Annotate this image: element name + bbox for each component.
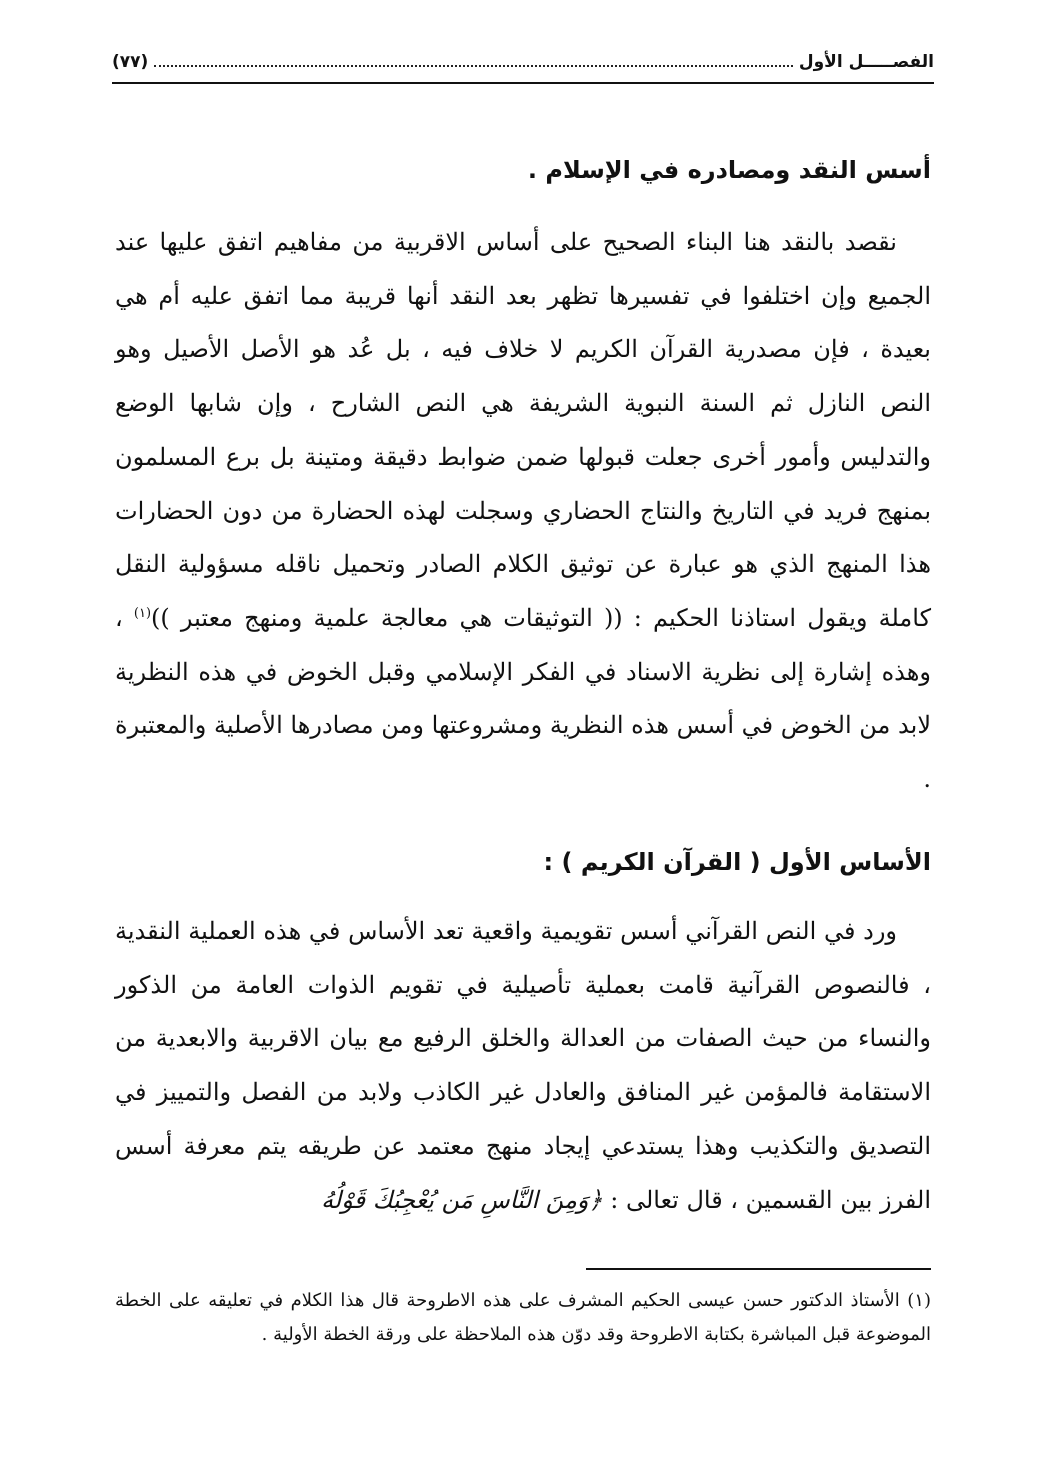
running-header — [112, 44, 934, 80]
header-rule — [112, 82, 934, 84]
page-number: (٧٧) — [112, 52, 149, 72]
footnote-1: (١) الأستاذ الدكتور حسن عيسى الحكيم المشرف على هذه الاطروحة قال هذا الكلام في تعليقه على الخطة الموضوعة قبل المباشرة بكتابة الاطروحة وقد دوّن هذه الملاحظة على ورقة الخطة الأولية . — [115, 1290, 931, 1345]
footnote-reference[interactable]: (١) — [133, 605, 152, 621]
body-paragraph-2 — [115, 905, 931, 1227]
paragraph-1-text: نقصد بالنقد هنا البناء الصحيح على أساس الاقربية من مفاهيم اتفق عليها عند الجميع وإن اختلفوا في تفسيرها تظهر بعد النقد أنها قريبة مما اتفق عليه أم هي بعيدة ، فإن مصدرية القرآن الكريم لا خلاف فيه ، بل عُد هو الأصل الأصيل وهو النص النازل ثم السنة النبوية الشريفة هي النص الشارح ، وإن شابها الوضع والتدليس وأمور أخرى جعلت قبولها ضمن ضوابط دقيقة ومتينة بل برع المسلمون بمنهج فريد في التاريخ والنتاج الحضاري وسجلت لهذه الحضارة من دون الحضارات هذا المنهج الذي هو عبارة عن توثيق الكلام الصادر وتحميل ناقله مسؤولية النقل كاملة ويقول استاذنا الحكيم : (( التوثيقات هي معالجة علمية ومنهج معتبر )) — [115, 228, 931, 632]
footnote-separator — [586, 1268, 931, 1270]
chapter-title: الفصـــــل الأول — [798, 52, 934, 72]
paragraph-2-text: ورد في النص القرآني أسس تقويمية واقعية تعد الأساس في هذه العملية النقدية ، فالنصوص القرآنية قامت بعملية تأصيلية في تقويم الذوات العامة من الذكور والنساء من حيث الصفات من العدالة والخلق الرفيع مع بيان الاقربية والابعدية من الاستقامة فالمؤمن غير المنافق والعادل غير الكاذب ولابد من الفصل والتمييز في التصديق والتكذيب وهذا يستدعي إيجاد منهج معتمد عن طريقه يتم معرفة أسس الفرز بين القسمين ، قال تعالى : — [115, 917, 932, 1214]
body-paragraph-1 — [115, 216, 931, 807]
quran-quote: ﴿وَمِنَ النَّاسِ مَن يُعْجِبُكَ قَوْلُهُ — [321, 1185, 603, 1214]
section-heading-quran: الأساس الأول ( القرآن الكريم ) : — [543, 848, 931, 876]
section-heading-foundations: أسس النقد ومصادره في الإسلام . — [527, 156, 931, 184]
header-leader-dots — [154, 65, 793, 67]
paragraph-1-text-continued: ، وهذه إشارة إلى نظرية الاسناد في الفكر الإسلامي وقبل الخوض في هذه النظرية لابد من الخوض في أسس هذه النظرية ومشروعتها ومن مصادرها الأصلية والمعتبرة . — [115, 603, 932, 794]
